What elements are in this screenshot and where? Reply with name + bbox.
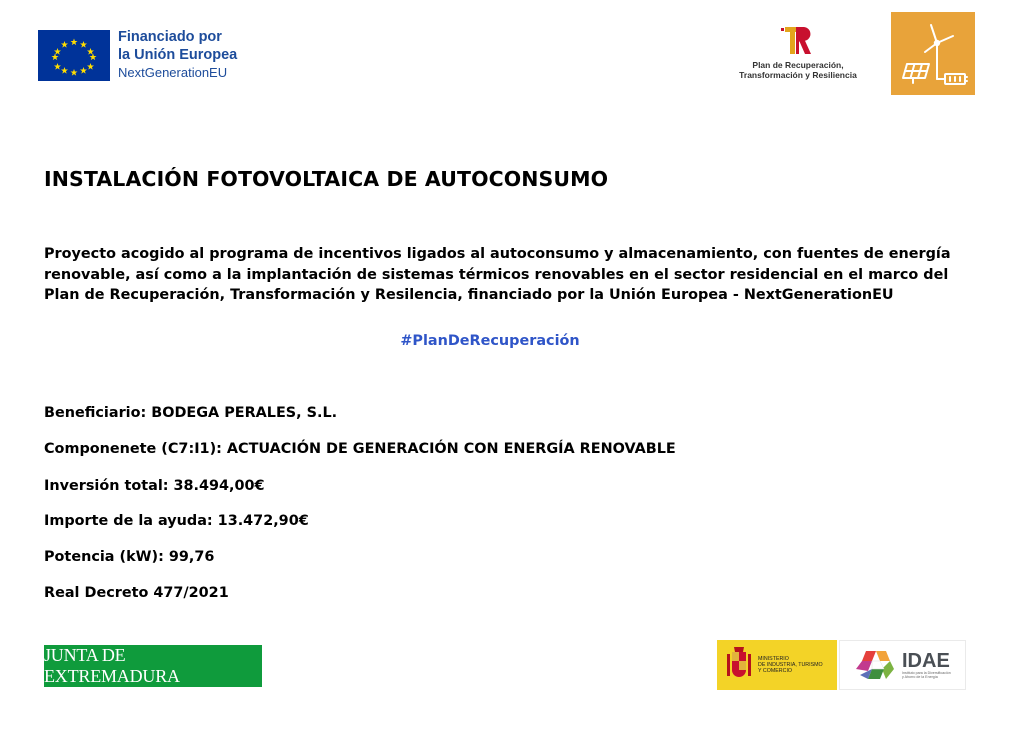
idae-subtitle-line1: Instituto para la Diversificación	[902, 671, 951, 675]
junta-extremadura-logo: JUNTA DE EXTREMADURA	[44, 645, 262, 687]
eu-text-line2: la Unión Europea	[118, 47, 238, 63]
eu-flag-icon	[38, 30, 110, 81]
idae-text	[902, 651, 951, 679]
ministry-text	[758, 656, 823, 674]
fact-total-investment: Inversión total: 38.494,00€	[44, 478, 265, 494]
ministry-text-line1: MINISTERIO	[758, 656, 789, 662]
project-description-line: renovable, así como a la implantación de sistemas térmicos renovables en el sector residencial en el marco del	[44, 266, 949, 283]
page-title: INSTALACIÓN FOTOVOLTAICA DE AUTOCONSUMO	[44, 167, 609, 191]
idae-subtitle-line2: y Ahorro de la Energía	[902, 675, 938, 679]
eu-funding-text	[118, 28, 237, 82]
renewable-energy-badge	[891, 12, 975, 95]
ministry-text-line2: DE INDUSTRIA, TURISMO	[758, 662, 823, 668]
idae-logo	[839, 640, 966, 690]
tr-monogram-icon	[778, 24, 818, 58]
fact-component: Componenete (C7:I1): ACTUACIÓN DE GENERACIÓN CON ENERGÍA RENOVABLE	[44, 441, 676, 457]
eu-funding-logo	[38, 28, 237, 82]
recovery-plan-logo	[728, 24, 868, 84]
recovery-plan-caption	[728, 60, 868, 80]
idae-wordmark: IDAE	[902, 650, 950, 672]
fact-aid-amount: Importe de la ayuda: 13.472,90€	[44, 513, 309, 529]
wind-solar-battery-icon	[891, 12, 975, 95]
hashtag: #PlanDeRecuperación	[400, 333, 580, 349]
recovery-plan-caption-line1: Plan de Recuperación,	[752, 60, 844, 70]
project-description	[44, 244, 980, 306]
recovery-plan-caption-line2: Transformación y Resiliencia	[739, 70, 857, 80]
project-description-line: Plan de Recuperación, Transformación y Resilencia, financiado por la Unión Europea - NextGenerationEU	[44, 287, 894, 303]
eu-text-line1: Financiado por	[118, 29, 222, 45]
idae-emblem-icon	[852, 648, 896, 682]
ministry-logo	[717, 640, 837, 690]
ministry-text-line3: Y COMERCIO	[758, 668, 793, 674]
fact-royal-decree: Real Decreto 477/2021	[44, 585, 229, 601]
eu-text-line3: NextGenerationEU	[118, 65, 228, 80]
spain-coat-of-arms-icon	[725, 646, 753, 684]
project-description-line: Proyecto acogido al programa de incentivos ligados al autoconsumo y almacenamiento, con fuentes de energía	[44, 246, 951, 262]
fact-power: Potencia (kW): 99,76	[44, 549, 215, 565]
fact-beneficiary: Beneficiario: BODEGA PERALES, S.L.	[44, 405, 338, 421]
